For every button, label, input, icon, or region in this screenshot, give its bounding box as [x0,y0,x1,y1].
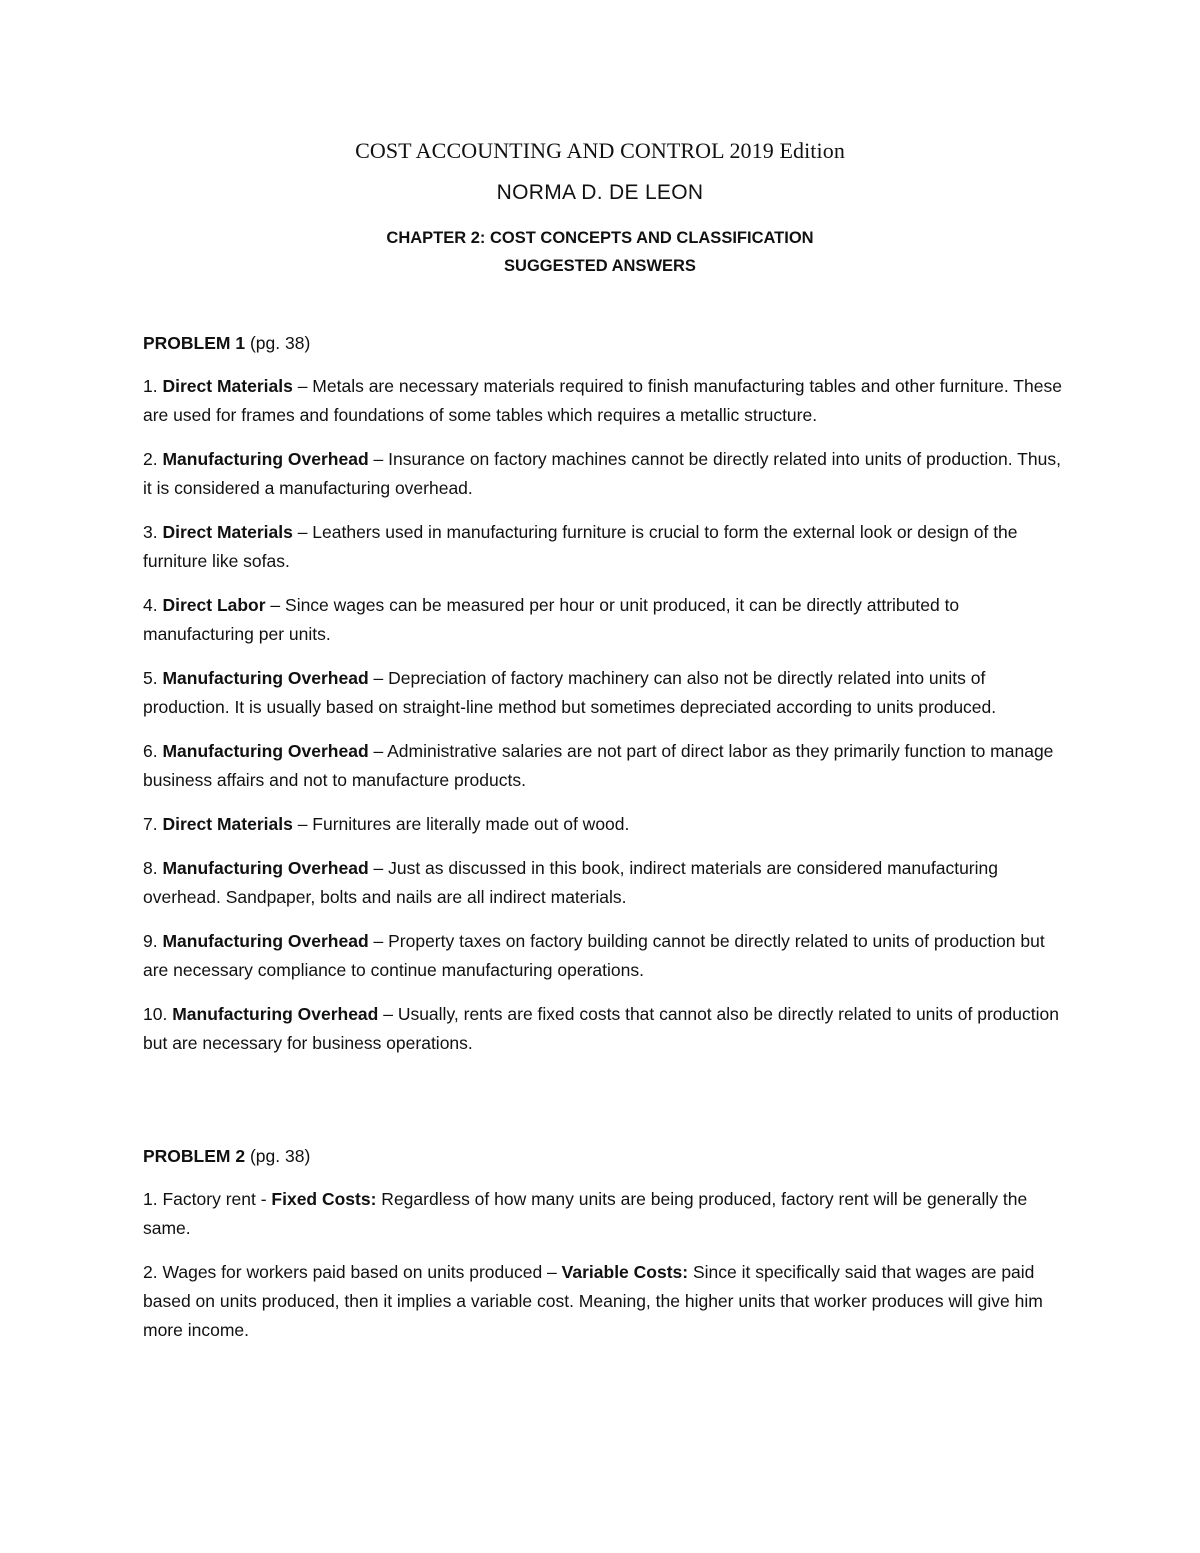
answer-term: Direct Materials [162,376,293,396]
answer-item [143,591,1063,649]
answer-item [143,445,1063,503]
answer-term: Direct Labor [162,595,266,615]
problem-1-heading [143,329,310,358]
answer-number: 6. [143,741,158,761]
answer-term: Direct Materials [162,814,293,834]
problem-1-answers [143,372,1063,1073]
answer-number: 2. [143,1262,158,1282]
answer-number: 9. [143,931,158,951]
answer-text: – Metals are necessary materials required to finish manufacturing tables and other furniture. These are used for frames and foundations of some tables which requires a metallic structure. [143,376,1062,425]
problem-2-page-ref: (pg. 38) [245,1146,311,1166]
answer-number: 1. [143,376,158,396]
problem-1-page-ref: (pg. 38) [245,333,311,353]
answer-text: – Since wages can be measured per hour or unit produced, it can be directly attributed to manufacturing per units. [143,595,960,644]
answer-text: – Leathers used in manufacturing furniture is crucial to form the external look or design of the furniture like sofas. [143,522,1018,571]
answer-number: 7. [143,814,158,834]
answer-item [143,810,1063,839]
chapter-heading: CHAPTER 2: COST CONCEPTS AND CLASSIFICATION [386,229,814,247]
answer-item [143,927,1063,985]
answer-text: – Administrative salaries are not part of direct labor as they primarily function to manage business affairs and not to manufacture products. [143,741,1054,790]
answer-text: – Usually, rents are fixed costs that cannot also be directly related to units of production but are necessary for business operations. [143,1004,1059,1053]
answer-term: Direct Materials [162,522,293,542]
answer-term: Manufacturing Overhead [162,668,369,688]
answer-lead: Factory rent - [162,1189,272,1209]
answer-item [143,1258,1063,1345]
answer-text: Since it specifically said that wages are paid based on units produced, then it implies a variable cost. Meaning, the higher units that worker produces will give him more income. [143,1262,1043,1340]
answer-number: 10. [143,1004,168,1024]
problem-1-label: PROBLEM 1 [143,333,246,353]
answer-text: – Just as discussed in this book, indirect materials are considered manufacturing overhead. Sandpaper, bolts and nails are all indirect materials. [143,858,998,907]
answer-number: 2. [143,449,158,469]
answer-lead: Wages for workers paid based on units produced – [162,1262,562,1282]
problem-2-label: PROBLEM 2 [143,1146,246,1166]
problem-2-answers [143,1185,1063,1360]
answer-item [143,737,1063,795]
document-title: COST ACCOUNTING AND CONTROL 2019 Edition [355,138,845,163]
answer-text: – Depreciation of factory machinery can also not be directly related into units of production. It is usually based on straight-line method but sometimes depreciated according to units produced. [143,668,997,717]
answer-term: Fixed Costs: [271,1189,377,1209]
answer-number: 4. [143,595,158,615]
answer-number: 8. [143,858,158,878]
answer-term: Manufacturing Overhead [162,931,369,951]
answer-term: Manufacturing Overhead [172,1004,379,1024]
answer-text: – Insurance on factory machines cannot be directly related into units of production. Thus, it is considered a manufacturing overhead. [143,449,1061,498]
answer-item [143,664,1063,722]
answer-item [143,854,1063,912]
answer-term: Manufacturing Overhead [162,449,369,469]
answer-number: 1. [143,1189,158,1209]
answer-number: 5. [143,668,158,688]
answer-number: 3. [143,522,158,542]
answer-term: Manufacturing Overhead [162,858,369,878]
answer-text: – Furnitures are literally made out of wood. [292,814,630,834]
answer-term: Manufacturing Overhead [162,741,369,761]
document-subtitle: SUGGESTED ANSWERS [504,257,696,275]
answer-item [143,518,1063,576]
answer-item [143,372,1063,430]
answer-item [143,1185,1063,1243]
answer-item [143,1000,1063,1058]
problem-2-heading [143,1142,310,1171]
answer-term: Variable Costs: [561,1262,689,1282]
document-author: NORMA D. DE LEON [496,181,704,204]
answer-text: – Property taxes on factory building cannot be directly related to units of production but are necessary compliance to continue manufacturing operations. [143,931,1045,980]
answer-text: Regardless of how many units are being produced, factory rent will be generally the same. [143,1189,1028,1238]
